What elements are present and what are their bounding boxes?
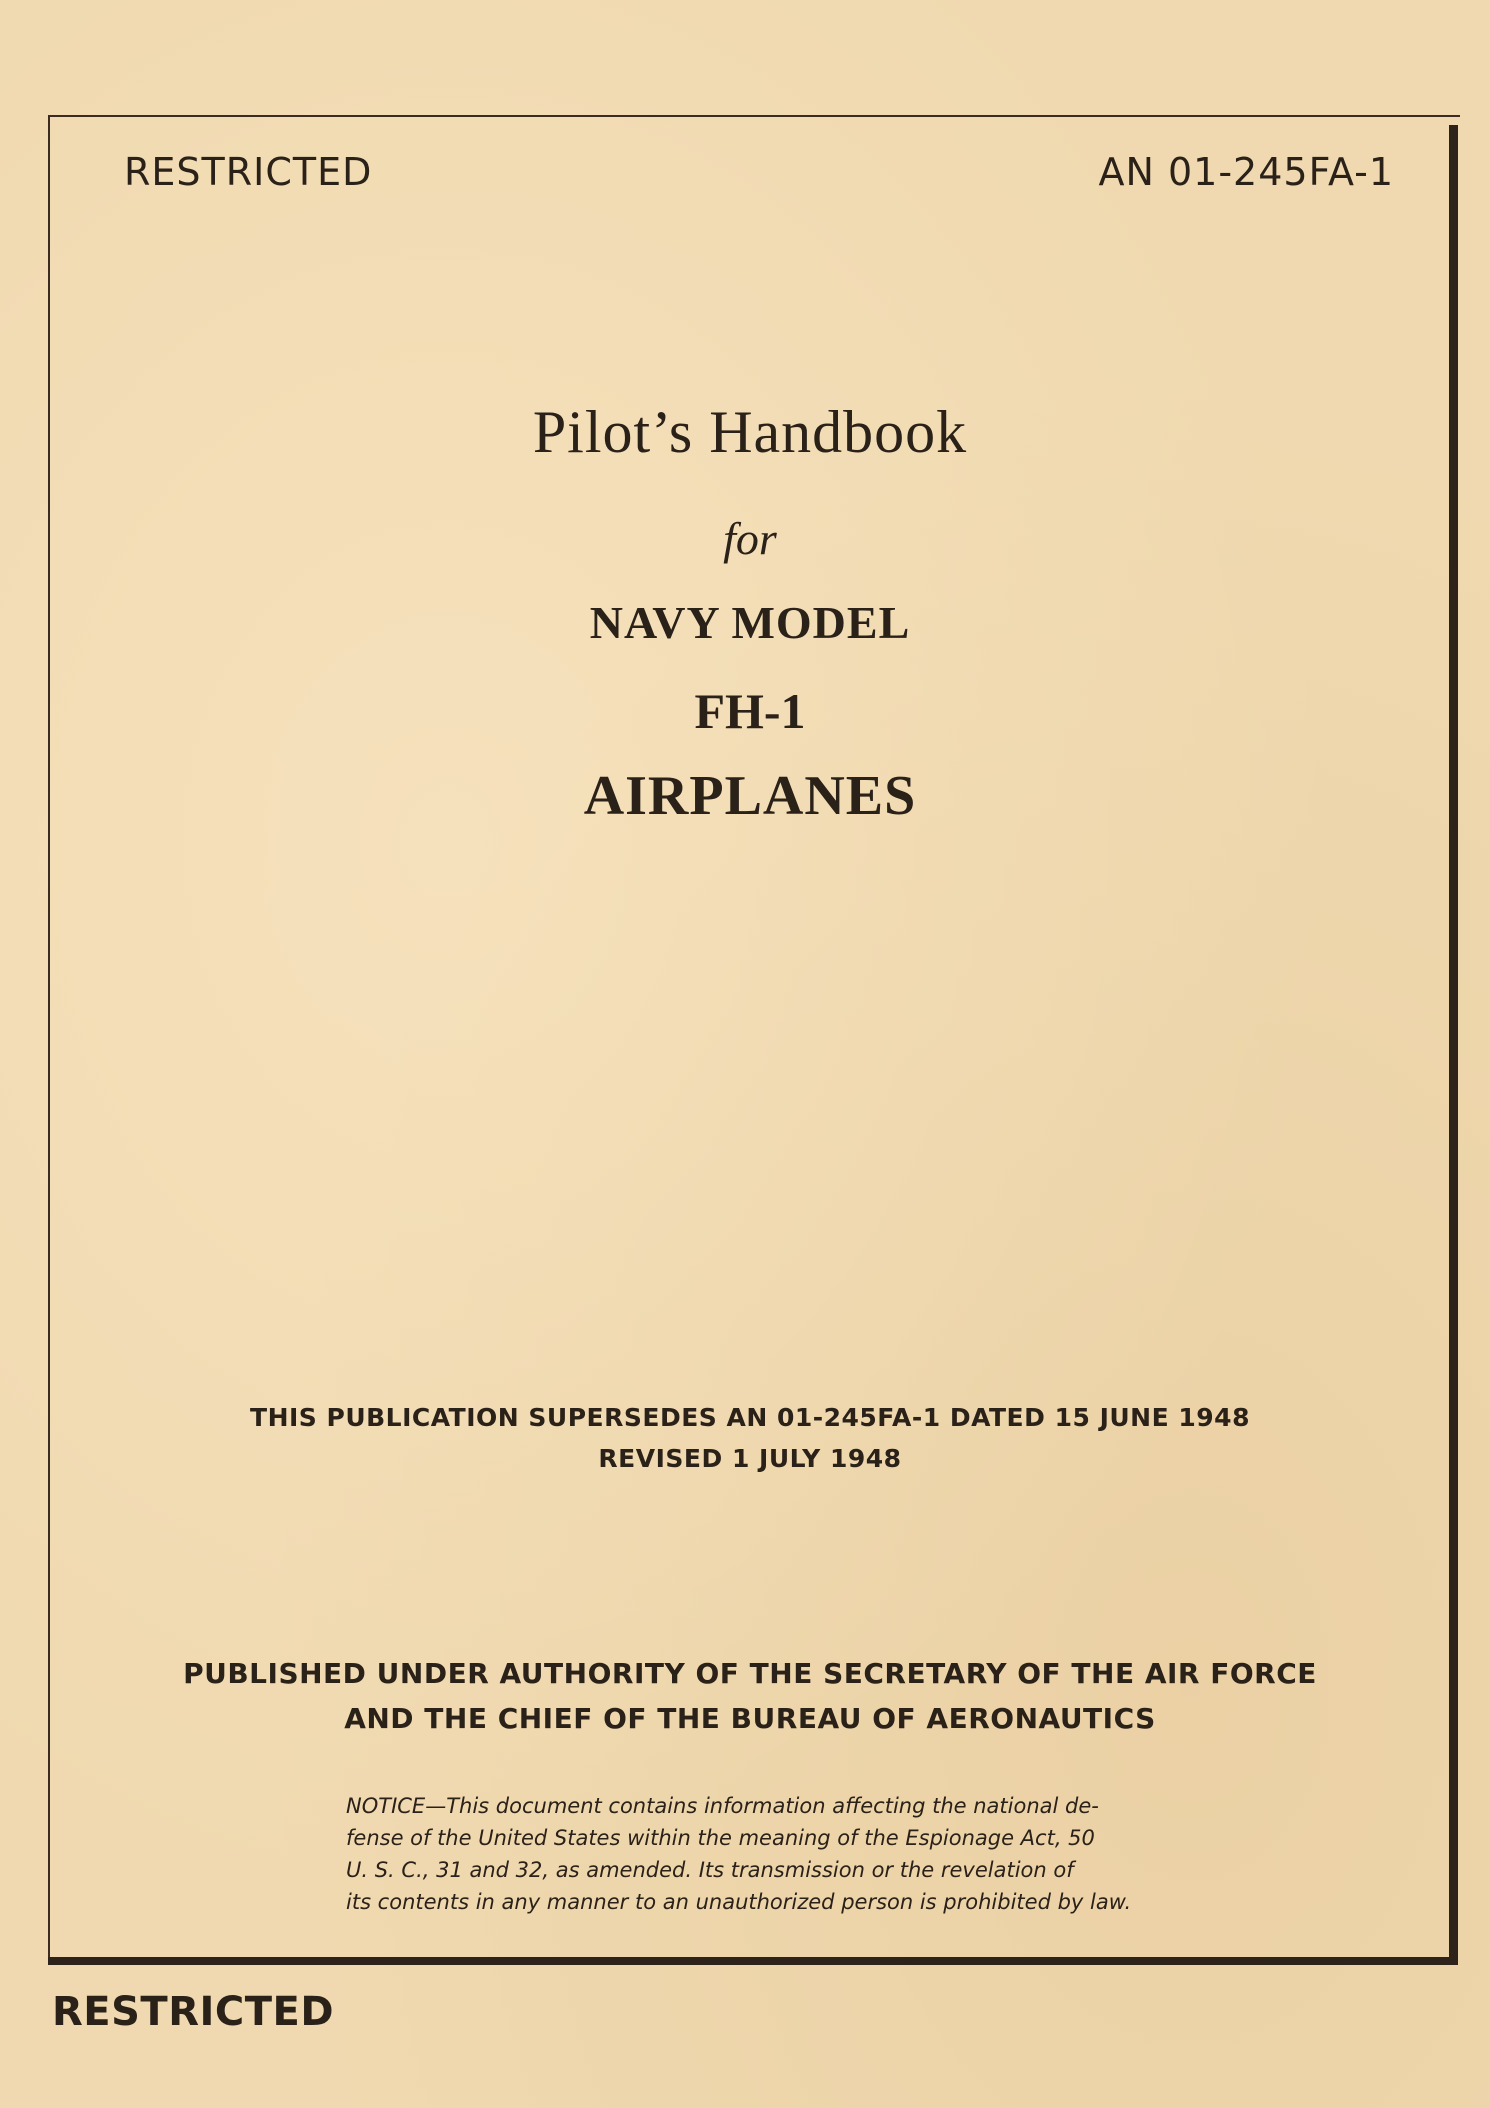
title-for: for [723,513,777,564]
model-designation: FH-1 [694,683,806,739]
authority-line-1: PUBLISHED UNDER AUTHORITY OF THE SECRETARY OF THE AIR FORCE [183,1657,1317,1690]
document-number: AN 01-245FA-1 [1098,150,1394,194]
notice-line-1: NOTICE—This document contains information affecting the national de- [346,1794,1099,1818]
aircraft-type: AIRPLANES [583,765,917,827]
espionage-notice [346,1790,1166,1918]
page-title: Pilot’s Handbook [532,399,968,465]
notice-line-4: its contents in any manner to an unauthorized person is prohibited by law. [346,1890,1132,1914]
revised-line: REVISED 1 JULY 1948 [598,1444,902,1473]
classification-header: RESTRICTED [124,150,373,194]
supersedes-line: THIS PUBLICATION SUPERSEDES AN 01-245FA-1 DATED 15 JUNE 1948 [250,1403,1250,1432]
frame-bottom-rule [48,1957,1458,1965]
authority-line-2: AND THE CHIEF OF THE BUREAU OF AERONAUTICS [344,1702,1156,1735]
notice-line-2: fense of the United States within the meaning of the Espionage Act, 50 [346,1826,1095,1850]
frame-top-rule [48,115,1460,117]
notice-line-3: U. S. C., 31 and 32, as amended. Its transmission or the revelation of [346,1858,1074,1882]
classification-footer: RESTRICTED [52,1989,335,2035]
navy-model-heading: NAVY MODEL [589,597,911,648]
